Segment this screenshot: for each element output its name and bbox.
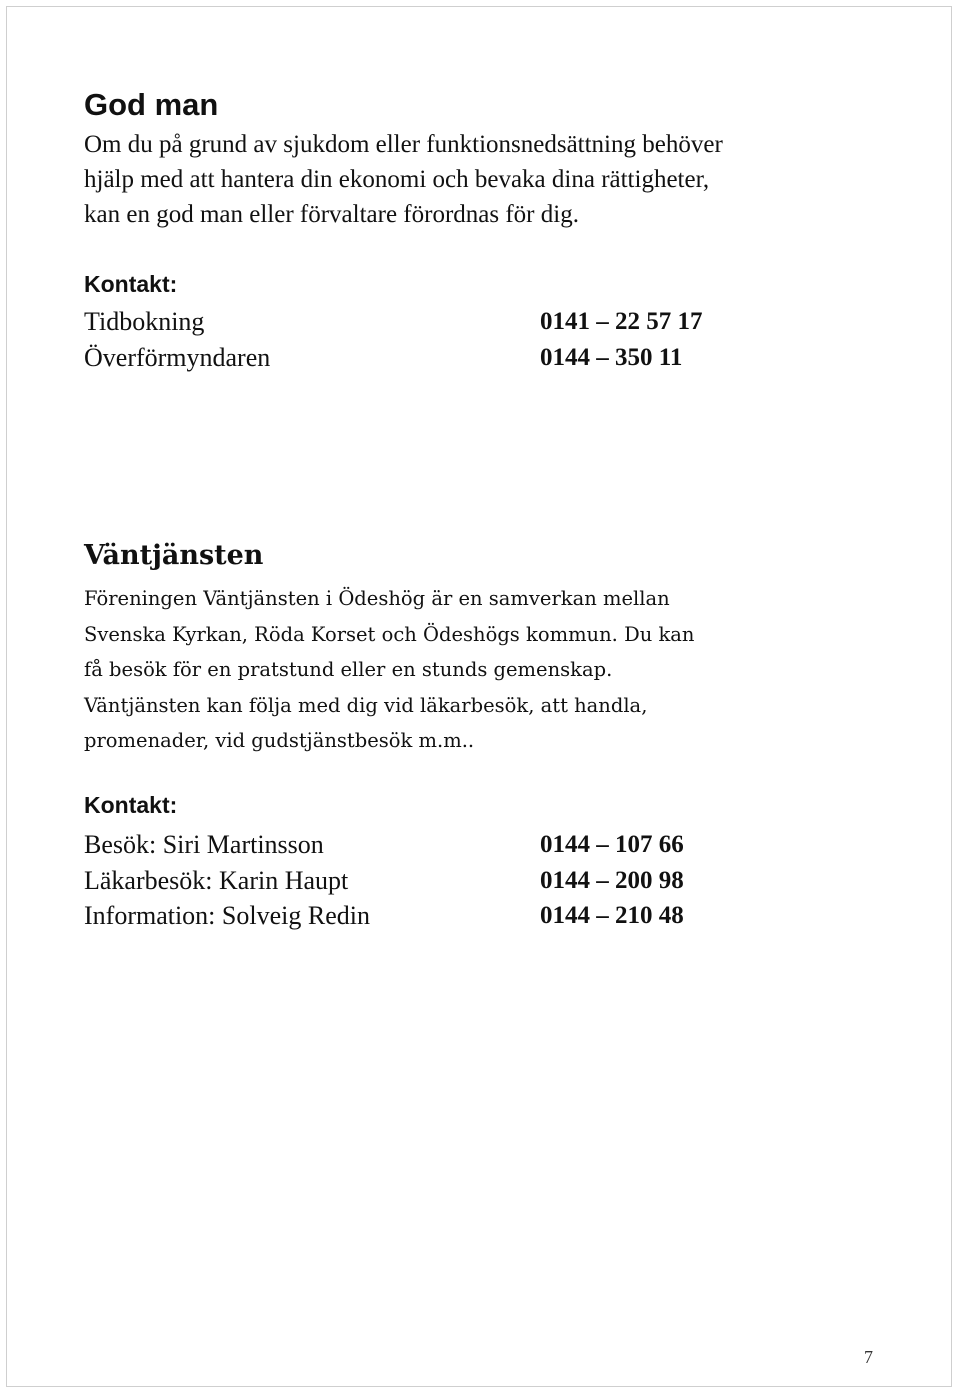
body-line: hjälp med att hantera din ekonomi och bevaka dina rättigheter, [84,166,710,193]
contact-row-besok [84,827,904,863]
section-title-vantjansten: Väntjänsten [84,540,264,571]
section-body-vantjansten [84,581,694,759]
contact-row-information [84,898,904,934]
contact-label-god-man: Kontakt: [84,271,178,297]
body-line: kan en god man eller förvaltare förordnas för dig. [84,201,579,228]
contact-row-tidbokning [84,304,904,340]
contact-name: Besök: Siri Martinsson [84,830,324,859]
body-line: Föreningen Väntjänsten i Ödeshög är en samverkan mellan [84,587,670,610]
contact-name: Överförmyndaren [84,343,271,372]
contact-phone: 0144 – 200 98 [540,867,684,894]
contact-name: Läkarbesök: Karin Haupt [84,866,349,895]
section-body-god-man [84,127,723,232]
contact-row-lakarbesok [84,863,904,899]
contact-phone: 0141 – 22 57 17 [540,308,703,335]
contact-row-overformyndaren [84,340,904,376]
body-line: Väntjänsten kan följa med dig vid läkarbesök, att handla, [84,693,648,717]
body-line: Svenska Kyrkan, Röda Korset och Ödeshögs kommun. Du kan [84,622,695,646]
page-number: 7 [864,1347,873,1367]
body-line: få besök för en pratstund eller en stunds gemenskap. [84,658,613,682]
body-line: Om du på grund av sjukdom eller funktionsnedsättning behöver [84,131,723,158]
contact-phone: 0144 – 107 66 [540,831,684,858]
section-title-god-man: God man [84,87,219,122]
contact-name: Information: Solveig Redin [84,901,370,930]
contact-label-vantjansten: Kontakt: [84,792,178,818]
body-line: promenader, vid gudstjänstbesök m.m.. [84,729,475,753]
contact-phone: 0144 – 210 48 [540,902,684,929]
contact-name: Tidbokning [84,307,205,336]
contact-phone: 0144 – 350 11 [540,344,683,371]
